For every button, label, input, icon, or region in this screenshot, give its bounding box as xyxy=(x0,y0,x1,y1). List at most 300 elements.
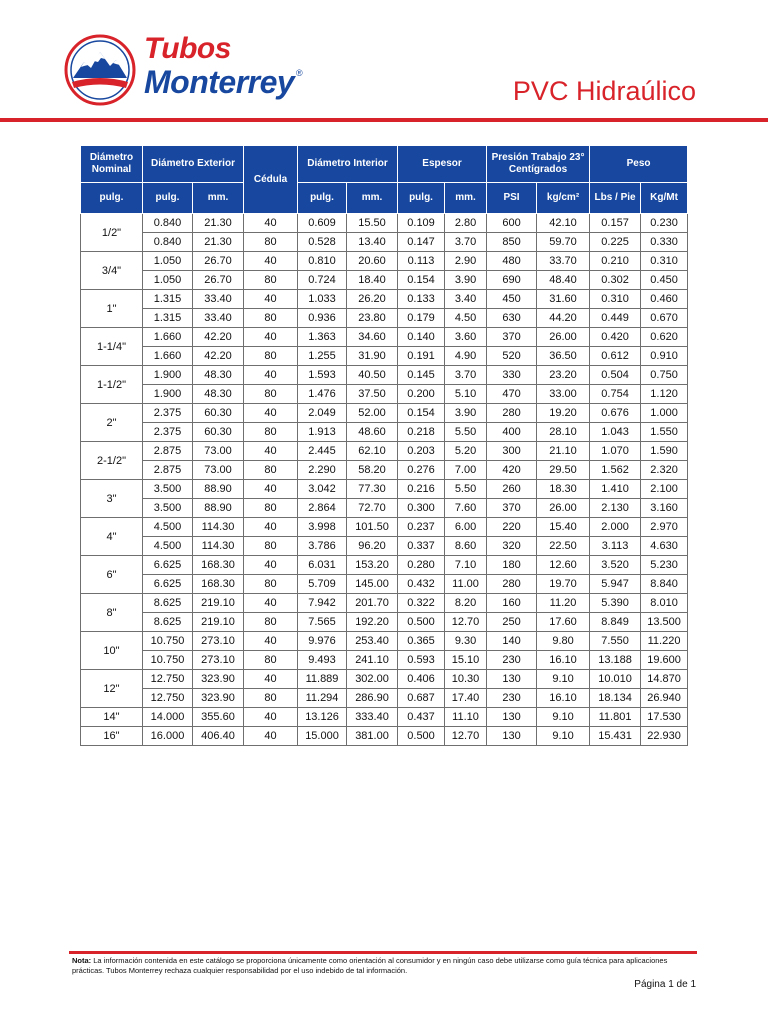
table-cell: 286.90 xyxy=(347,689,398,708)
table-cell: 0.460 xyxy=(641,290,688,309)
nominal-size-cell: 3/4" xyxy=(81,252,143,290)
table-cell: 273.10 xyxy=(193,632,244,651)
table-cell: 2.375 xyxy=(143,423,193,442)
nominal-size-cell: 2" xyxy=(81,404,143,442)
table-cell: 3.042 xyxy=(298,480,347,499)
nominal-size-cell: 12" xyxy=(81,670,143,708)
table-cell: 80 xyxy=(244,613,298,632)
table-cell: 12.70 xyxy=(445,613,487,632)
table-cell: 0.147 xyxy=(398,233,445,252)
table-cell: 12.60 xyxy=(537,556,590,575)
table-cell: 1.660 xyxy=(143,347,193,366)
table-cell: 3.90 xyxy=(445,404,487,423)
table-cell: 18.40 xyxy=(347,271,398,290)
table-row xyxy=(81,385,688,404)
table-cell: 130 xyxy=(487,708,537,727)
table-cell: 31.90 xyxy=(347,347,398,366)
table-cell: 0.365 xyxy=(398,632,445,651)
table-cell: 8.625 xyxy=(143,594,193,613)
table-cell: 80 xyxy=(244,575,298,594)
table-cell: 17.40 xyxy=(445,689,487,708)
table-cell: 0.840 xyxy=(143,214,193,233)
table-cell: 0.145 xyxy=(398,366,445,385)
table-row xyxy=(81,632,688,651)
table-cell: 23.80 xyxy=(347,309,398,328)
table-cell: 1.593 xyxy=(298,366,347,385)
table-cell: 40 xyxy=(244,480,298,499)
table-cell: 10.750 xyxy=(143,632,193,651)
nominal-size-cell: 10" xyxy=(81,632,143,670)
unit-ext-pulg: pulg. xyxy=(143,183,193,214)
table-cell: 1.315 xyxy=(143,290,193,309)
unit-int-pulg: pulg. xyxy=(298,183,347,214)
table-cell: 9.976 xyxy=(298,632,347,651)
table-row xyxy=(81,575,688,594)
table-cell: 33.70 xyxy=(537,252,590,271)
table-cell: 40 xyxy=(244,404,298,423)
table-cell: 0.936 xyxy=(298,309,347,328)
table-cell: 168.30 xyxy=(193,575,244,594)
table-cell: 26.20 xyxy=(347,290,398,309)
table-cell: 5.50 xyxy=(445,480,487,499)
table-cell: 0.910 xyxy=(641,347,688,366)
table-cell: 14.000 xyxy=(143,708,193,727)
table-cell: 80 xyxy=(244,537,298,556)
table-cell: 80 xyxy=(244,271,298,290)
nominal-size-cell: 16" xyxy=(81,727,143,746)
table-cell: 18.134 xyxy=(590,689,641,708)
table-cell: 250 xyxy=(487,613,537,632)
table-cell: 0.310 xyxy=(641,252,688,271)
page-number: Página 1 de 1 xyxy=(634,979,696,990)
table-cell: 77.30 xyxy=(347,480,398,499)
table-cell: 13.126 xyxy=(298,708,347,727)
table-cell: 0.179 xyxy=(398,309,445,328)
table-cell: 3.70 xyxy=(445,233,487,252)
table-cell: 21.30 xyxy=(193,233,244,252)
table-cell: 40 xyxy=(244,556,298,575)
table-cell: 5.10 xyxy=(445,385,487,404)
table-cell: 0.528 xyxy=(298,233,347,252)
table-cell: 14.870 xyxy=(641,670,688,689)
table-cell: 690 xyxy=(487,271,537,290)
table-cell: 80 xyxy=(244,423,298,442)
table-cell: 220 xyxy=(487,518,537,537)
table-cell: 26.940 xyxy=(641,689,688,708)
table-cell: 0.330 xyxy=(641,233,688,252)
table-cell: 4.50 xyxy=(445,309,487,328)
table-cell: 114.30 xyxy=(193,537,244,556)
table-cell: 40 xyxy=(244,708,298,727)
header-divider xyxy=(0,118,768,122)
table-cell: 80 xyxy=(244,385,298,404)
table-cell: 0.302 xyxy=(590,271,641,290)
table-row xyxy=(81,404,688,423)
table-cell: 0.406 xyxy=(398,670,445,689)
table-cell: 15.10 xyxy=(445,651,487,670)
table-cell: 8.20 xyxy=(445,594,487,613)
table-cell: 48.30 xyxy=(193,385,244,404)
table-cell: 3.998 xyxy=(298,518,347,537)
mountain-logo-icon xyxy=(64,34,136,106)
table-cell: 1.410 xyxy=(590,480,641,499)
table-row xyxy=(81,556,688,575)
table-cell: 7.10 xyxy=(445,556,487,575)
table-cell: 2.100 xyxy=(641,480,688,499)
table-cell: 2.049 xyxy=(298,404,347,423)
table-cell: 0.113 xyxy=(398,252,445,271)
table-row xyxy=(81,347,688,366)
table-cell: 40 xyxy=(244,366,298,385)
table-cell: 0.216 xyxy=(398,480,445,499)
table-cell: 630 xyxy=(487,309,537,328)
table-cell: 5.230 xyxy=(641,556,688,575)
table-cell: 230 xyxy=(487,651,537,670)
table-cell: 0.237 xyxy=(398,518,445,537)
table-cell: 11.220 xyxy=(641,632,688,651)
unit-kg-mt: Kg/Mt xyxy=(641,183,688,214)
table-cell: 406.40 xyxy=(193,727,244,746)
table-cell: 241.10 xyxy=(347,651,398,670)
table-cell: 0.203 xyxy=(398,442,445,461)
table-cell: 9.10 xyxy=(537,708,590,727)
table-cell: 4.500 xyxy=(143,518,193,537)
table-row xyxy=(81,670,688,689)
table-cell: 62.10 xyxy=(347,442,398,461)
table-cell: 0.280 xyxy=(398,556,445,575)
table-cell: 2.875 xyxy=(143,461,193,480)
nominal-size-cell: 8" xyxy=(81,594,143,632)
table-cell: 60.30 xyxy=(193,404,244,423)
header-espesor: Espesor xyxy=(398,146,487,183)
table-cell: 0.133 xyxy=(398,290,445,309)
table-cell: 0.300 xyxy=(398,499,445,518)
table-cell: 0.500 xyxy=(398,613,445,632)
table-cell: 13.500 xyxy=(641,613,688,632)
table-row xyxy=(81,423,688,442)
table-cell: 2.970 xyxy=(641,518,688,537)
table-cell: 40 xyxy=(244,518,298,537)
table-cell: 80 xyxy=(244,461,298,480)
table-cell: 16.10 xyxy=(537,651,590,670)
table-cell: 80 xyxy=(244,689,298,708)
table-cell: 323.90 xyxy=(193,670,244,689)
table-cell: 260 xyxy=(487,480,537,499)
header-nominal: Diámetro Nominal xyxy=(81,146,143,183)
table-cell: 40.50 xyxy=(347,366,398,385)
table-cell: 26.70 xyxy=(193,252,244,271)
table-cell: 11.20 xyxy=(537,594,590,613)
table-cell: 72.70 xyxy=(347,499,398,518)
table-cell: 11.801 xyxy=(590,708,641,727)
table-cell: 80 xyxy=(244,233,298,252)
table-cell: 3.500 xyxy=(143,480,193,499)
table-cell: 26.70 xyxy=(193,271,244,290)
table-cell: 22.930 xyxy=(641,727,688,746)
table-cell: 13.40 xyxy=(347,233,398,252)
header-presion: Presión Trabajo 23° Centígrados xyxy=(487,146,590,183)
table-cell: 1.900 xyxy=(143,385,193,404)
table-cell: 12.750 xyxy=(143,670,193,689)
table-cell: 6.00 xyxy=(445,518,487,537)
table-cell: 114.30 xyxy=(193,518,244,537)
table-cell: 1.255 xyxy=(298,347,347,366)
table-cell: 3.113 xyxy=(590,537,641,556)
nominal-size-cell: 1-1/4" xyxy=(81,328,143,366)
table-cell: 153.20 xyxy=(347,556,398,575)
table-cell: 8.010 xyxy=(641,594,688,613)
table-cell: 9.10 xyxy=(537,727,590,746)
table-cell: 5.50 xyxy=(445,423,487,442)
unit-esp-pulg: pulg. xyxy=(398,183,445,214)
table-row xyxy=(81,518,688,537)
specs-table-body xyxy=(81,214,688,746)
table-cell: 140 xyxy=(487,632,537,651)
table-cell: 3.60 xyxy=(445,328,487,347)
table-cell: 0.810 xyxy=(298,252,347,271)
table-cell: 420 xyxy=(487,461,537,480)
table-cell: 1.913 xyxy=(298,423,347,442)
table-cell: 0.310 xyxy=(590,290,641,309)
table-cell: 2.000 xyxy=(590,518,641,537)
table-cell: 400 xyxy=(487,423,537,442)
table-cell: 73.00 xyxy=(193,442,244,461)
table-cell: 0.322 xyxy=(398,594,445,613)
table-cell: 0.225 xyxy=(590,233,641,252)
table-cell: 0.140 xyxy=(398,328,445,347)
disclaimer-note xyxy=(72,956,698,976)
table-cell: 219.10 xyxy=(193,613,244,632)
table-cell: 18.30 xyxy=(537,480,590,499)
page-title: PVC Hidraúlico xyxy=(512,76,696,106)
unit-int-mm: mm. xyxy=(347,183,398,214)
table-cell: 28.10 xyxy=(537,423,590,442)
table-cell: 5.390 xyxy=(590,594,641,613)
table-cell: 20.60 xyxy=(347,252,398,271)
table-cell: 10.750 xyxy=(143,651,193,670)
table-cell: 8.849 xyxy=(590,613,641,632)
table-row xyxy=(81,537,688,556)
table-cell: 370 xyxy=(487,499,537,518)
table-cell: 3.500 xyxy=(143,499,193,518)
table-cell: 17.60 xyxy=(537,613,590,632)
table-row xyxy=(81,594,688,613)
table-cell: 3.40 xyxy=(445,290,487,309)
table-row xyxy=(81,613,688,632)
table-cell: 253.40 xyxy=(347,632,398,651)
table-cell: 1.120 xyxy=(641,385,688,404)
table-cell: 88.90 xyxy=(193,480,244,499)
table-cell: 52.00 xyxy=(347,404,398,423)
table-cell: 15.000 xyxy=(298,727,347,746)
note-text: La información contenida en este catálogo se proporciona únicamente como orientación al consumidor y en ningún caso debe utilizarse como guía técnica para aplicaciones prácticas. Tubos Monterrey rechaza cualquier responsabilidad por el uso indebido de tal información. xyxy=(72,956,668,975)
table-cell: 33.00 xyxy=(537,385,590,404)
table-cell: 17.530 xyxy=(641,708,688,727)
table-cell: 0.337 xyxy=(398,537,445,556)
unit-nominal-pulg: pulg. xyxy=(81,183,143,214)
table-cell: 11.294 xyxy=(298,689,347,708)
table-cell: 355.60 xyxy=(193,708,244,727)
table-cell: 15.40 xyxy=(537,518,590,537)
nominal-size-cell: 6" xyxy=(81,556,143,594)
table-cell: 0.449 xyxy=(590,309,641,328)
table-cell: 0.210 xyxy=(590,252,641,271)
table-cell: 48.60 xyxy=(347,423,398,442)
table-cell: 300 xyxy=(487,442,537,461)
header-interior: Diámetro Interior xyxy=(298,146,398,183)
table-cell: 130 xyxy=(487,670,537,689)
table-row xyxy=(81,480,688,499)
table-cell: 0.612 xyxy=(590,347,641,366)
table-cell: 2.875 xyxy=(143,442,193,461)
table-cell: 330 xyxy=(487,366,537,385)
table-cell: 0.676 xyxy=(590,404,641,423)
table-cell: 15.50 xyxy=(347,214,398,233)
table-cell: 850 xyxy=(487,233,537,252)
unit-kgcm2: kg/cm² xyxy=(537,183,590,214)
table-cell: 6.625 xyxy=(143,575,193,594)
table-cell: 280 xyxy=(487,575,537,594)
table-cell: 1.033 xyxy=(298,290,347,309)
table-cell: 16.000 xyxy=(143,727,193,746)
table-row xyxy=(81,290,688,309)
table-cell: 21.30 xyxy=(193,214,244,233)
table-cell: 323.90 xyxy=(193,689,244,708)
table-cell: 0.191 xyxy=(398,347,445,366)
table-cell: 0.593 xyxy=(398,651,445,670)
table-cell: 1.050 xyxy=(143,271,193,290)
table-cell: 0.437 xyxy=(398,708,445,727)
table-cell: 145.00 xyxy=(347,575,398,594)
table-cell: 73.00 xyxy=(193,461,244,480)
unit-psi: PSI xyxy=(487,183,537,214)
nominal-size-cell: 3" xyxy=(81,480,143,518)
table-cell: 1.660 xyxy=(143,328,193,347)
table-cell: 0.200 xyxy=(398,385,445,404)
table-cell: 160 xyxy=(487,594,537,613)
table-cell: 2.320 xyxy=(641,461,688,480)
table-cell: 58.20 xyxy=(347,461,398,480)
table-row xyxy=(81,214,688,233)
table-cell: 36.50 xyxy=(537,347,590,366)
table-cell: 192.20 xyxy=(347,613,398,632)
table-cell: 280 xyxy=(487,404,537,423)
table-cell: 34.60 xyxy=(347,328,398,347)
nominal-size-cell: 2-1/2" xyxy=(81,442,143,480)
table-cell: 12.750 xyxy=(143,689,193,708)
table-cell: 2.130 xyxy=(590,499,641,518)
header-cedula: Cédula xyxy=(244,146,298,214)
table-cell: 2.445 xyxy=(298,442,347,461)
table-cell: 0.420 xyxy=(590,328,641,347)
table-cell: 219.10 xyxy=(193,594,244,613)
header-peso: Peso xyxy=(590,146,688,183)
table-cell: 6.625 xyxy=(143,556,193,575)
table-cell: 370 xyxy=(487,328,537,347)
table-cell: 130 xyxy=(487,727,537,746)
table-cell: 1.043 xyxy=(590,423,641,442)
table-row xyxy=(81,708,688,727)
table-cell: 11.00 xyxy=(445,575,487,594)
table-cell: 19.70 xyxy=(537,575,590,594)
table-cell: 40 xyxy=(244,727,298,746)
table-cell: 9.493 xyxy=(298,651,347,670)
table-cell: 168.30 xyxy=(193,556,244,575)
unit-esp-mm: mm. xyxy=(445,183,487,214)
table-row xyxy=(81,366,688,385)
table-cell: 450 xyxy=(487,290,537,309)
table-cell: 0.218 xyxy=(398,423,445,442)
table-cell: 8.625 xyxy=(143,613,193,632)
table-cell: 0.230 xyxy=(641,214,688,233)
table-cell: 4.500 xyxy=(143,537,193,556)
table-cell: 22.50 xyxy=(537,537,590,556)
table-cell: 48.30 xyxy=(193,366,244,385)
table-cell: 16.10 xyxy=(537,689,590,708)
table-cell: 7.00 xyxy=(445,461,487,480)
table-cell: 15.431 xyxy=(590,727,641,746)
table-cell: 29.50 xyxy=(537,461,590,480)
table-cell: 1.363 xyxy=(298,328,347,347)
table-cell: 9.30 xyxy=(445,632,487,651)
table-cell: 42.20 xyxy=(193,328,244,347)
table-cell: 0.500 xyxy=(398,727,445,746)
table-cell: 201.70 xyxy=(347,594,398,613)
table-cell: 0.840 xyxy=(143,233,193,252)
table-row xyxy=(81,252,688,271)
table-cell: 230 xyxy=(487,689,537,708)
table-cell: 1.000 xyxy=(641,404,688,423)
table-cell: 59.70 xyxy=(537,233,590,252)
table-row xyxy=(81,442,688,461)
table-cell: 11.10 xyxy=(445,708,487,727)
table-cell: 9.80 xyxy=(537,632,590,651)
table-cell: 3.160 xyxy=(641,499,688,518)
table-cell: 3.520 xyxy=(590,556,641,575)
table-cell: 1.590 xyxy=(641,442,688,461)
table-cell: 302.00 xyxy=(347,670,398,689)
table-cell: 40 xyxy=(244,632,298,651)
table-cell: 333.40 xyxy=(347,708,398,727)
table-cell: 40 xyxy=(244,442,298,461)
table-cell: 40 xyxy=(244,670,298,689)
brand-name-line2: Monterrey xyxy=(144,64,295,100)
table-cell: 320 xyxy=(487,537,537,556)
table-cell: 21.10 xyxy=(537,442,590,461)
table-cell: 7.550 xyxy=(590,632,641,651)
table-cell: 0.609 xyxy=(298,214,347,233)
table-cell: 273.10 xyxy=(193,651,244,670)
nominal-size-cell: 1" xyxy=(81,290,143,328)
table-cell: 6.031 xyxy=(298,556,347,575)
header-exterior: Diámetro Exterior xyxy=(143,146,244,183)
table-cell: 80 xyxy=(244,651,298,670)
table-cell: 0.670 xyxy=(641,309,688,328)
table-cell: 5.947 xyxy=(590,575,641,594)
table-cell: 96.20 xyxy=(347,537,398,556)
table-cell: 1.070 xyxy=(590,442,641,461)
table-row xyxy=(81,651,688,670)
nominal-size-cell: 4" xyxy=(81,518,143,556)
table-cell: 80 xyxy=(244,309,298,328)
table-cell: 40 xyxy=(244,594,298,613)
table-cell: 0.754 xyxy=(590,385,641,404)
table-cell: 4.90 xyxy=(445,347,487,366)
table-cell: 26.00 xyxy=(537,499,590,518)
table-cell: 0.432 xyxy=(398,575,445,594)
table-row xyxy=(81,499,688,518)
table-cell: 48.40 xyxy=(537,271,590,290)
